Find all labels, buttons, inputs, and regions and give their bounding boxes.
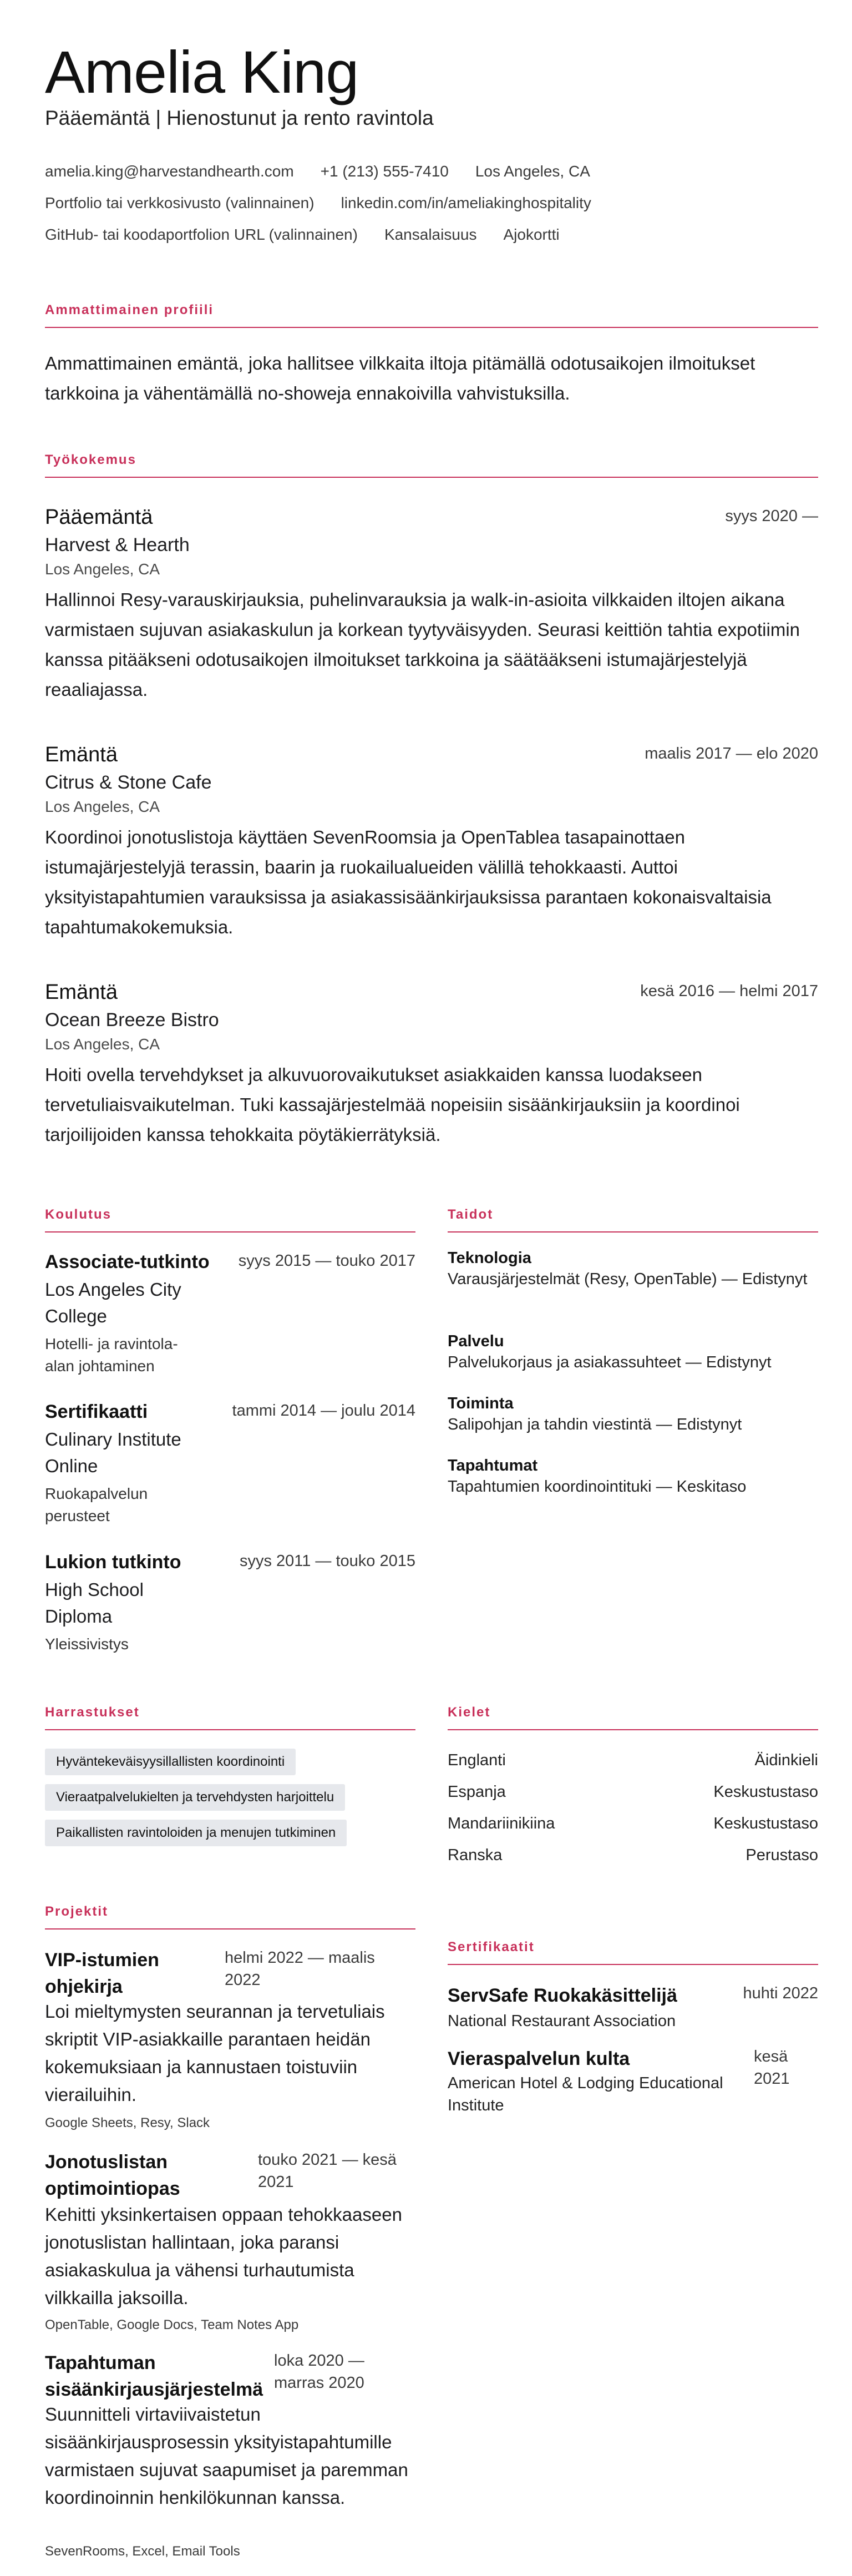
project-dates: loka 2020 — marras 2020 [274, 2352, 364, 2392]
drivers-license: Ajokortti [503, 226, 560, 243]
candidate-name: Amelia King [45, 38, 359, 105]
job-description: Hoiti ovella tervehdykset ja alkuvuorovaikutukset asiakkaiden kanssa luodakseen tervetuliaisvaikutelman. Tuki kassajärjestelmää nopeisiin sisäänkirjauksiin ja koordinoi tarjoilijoiden kanssa tehokkaita pöytäkierrätyksiä. [45, 1064, 740, 1145]
language-level: Äidinkieli [754, 1751, 818, 1769]
phone-number[interactable]: +1 (213) 555-7410 [320, 163, 449, 180]
job-dates: syys 2020 — [725, 507, 818, 525]
certification-date: huhti 2022 [743, 1984, 818, 2002]
certification-title: ServSafe Ruokakäsittelijä [448, 1985, 677, 2006]
language-name: Espanja [448, 1783, 506, 1801]
education-school: Los Angeles City College [45, 1279, 181, 1326]
job-description: Hallinnoi Resy-varauskirjauksia, puhelinvarauksia ja walk-in-asioita vilkkaiden iltojen aikana varmistaen sujuvan asiakaskulun ja korkean tyytyväisyyden. Seurasi keittiön tahtia expotiimin kanssa pitääkseni odotusaikojen ilmoitukset tarkkoina ja säätääkseni istumajärjestelyjä reaaliajassa. [45, 589, 800, 700]
language-row [448, 1812, 818, 1835]
skill-items: Salipohjan ja tahdin viestintä — Edistynyt [448, 1416, 742, 1433]
skill-items: Palvelukorjaus ja asiakassuhteet — Edistynyt [448, 1353, 772, 1371]
education-field: Yleissivistys [45, 1635, 129, 1653]
skill-category: Teknologia [448, 1249, 531, 1267]
job-title: Pääemäntä [45, 506, 153, 529]
section-divider [448, 1964, 818, 1965]
job-dates: maalis 2017 — elo 2020 [645, 745, 818, 762]
citizenship: Kansalaisuus [384, 226, 477, 243]
email-link[interactable]: amelia.king@harvestandhearth.com [45, 163, 294, 180]
education-dates: tammi 2014 — joulu 2014 [232, 1402, 415, 1420]
skill-items: Varausjärjestelmät (Resy, OpenTable) — Edistynyt [448, 1270, 808, 1288]
project-description: Suunnitteli virtaviivaistetun sisäänkirjausprosessin yksityistapahtumille varmistaen sujuvat saapumiset ja paremman koordinoinnin henkilökunnan kanssa. [45, 2404, 408, 2508]
linkedin-link[interactable]: linkedin.com/in/ameliakinghospitality [341, 194, 591, 211]
language-name: Englanti [448, 1751, 506, 1769]
certification-issuer: American Hotel & Lodging Educational Institute [448, 2074, 723, 2114]
profile-summary: Ammattimainen emäntä, joka hallitsee vilkkaita iltoja pitämällä odotusaikojen ilmoitukset tarkkoina ja vähentämällä no-showeja ennakoivilla vahvistuksilla. [45, 353, 755, 403]
project-description: Loi mieltymysten seurannan ja tervetuliais skriptit VIP-asiakkaille parantaen heidän kokemuksiaan ja kannustaen toistuviin vierailuihin. [45, 2001, 385, 2105]
language-row [448, 1781, 818, 1803]
language-level: Perustaso [746, 1846, 818, 1864]
job-title: Emäntä [45, 743, 118, 766]
skill-category: Toiminta [448, 1395, 514, 1412]
hobby-tag: Vieraatpalvelukielten ja tervehdysten harjoittelu [45, 1784, 345, 1811]
location: Los Angeles, CA [475, 163, 590, 180]
skill-group [448, 1331, 818, 1373]
job-location: Los Angeles, CA [45, 798, 160, 815]
skill-category: Tapahtumat [448, 1457, 538, 1474]
project-tech: Google Sheets, Resy, Slack [45, 2115, 210, 2130]
job-dates: kesä 2016 — helmi 2017 [640, 982, 818, 1000]
language-row [448, 1749, 818, 1771]
certification-date: kesä 2021 [754, 2048, 790, 2088]
education-degree: Associate-tutkinto [45, 1251, 210, 1272]
hobby-tag: Paikallisten ravintoloiden ja menujen tutkiminen [45, 1820, 347, 1846]
section-title-experience: Työkokemus [45, 452, 136, 467]
skill-category: Palvelu [448, 1332, 504, 1350]
section-divider [45, 1928, 415, 1930]
project-tech: OpenTable, Google Docs, Team Notes App [45, 2317, 299, 2332]
certification-title: Vieraspalvelun kulta [448, 2048, 630, 2069]
section-title-hobbies: Harrastukset [45, 1705, 140, 1720]
contact-row-3 [45, 225, 560, 245]
project-title: Tapahtuman sisäänkirjausjärjestelmä [45, 2352, 263, 2400]
skill-group [448, 1455, 818, 1497]
skill-items: Tapahtumien koordinointituki — Keskitaso [448, 1478, 747, 1496]
project-tech: SevenRooms, Excel, Email Tools [45, 2544, 240, 2559]
portfolio-link[interactable]: Portfolio tai verkkosivusto (valinnainen) [45, 194, 315, 211]
education-dates: syys 2011 — touko 2015 [239, 1552, 415, 1570]
section-divider [45, 1729, 415, 1730]
job-location: Los Angeles, CA [45, 1036, 160, 1053]
section-divider [448, 1729, 818, 1730]
section-title-languages: Kielet [448, 1705, 491, 1720]
education-degree: Lukion tutkinto [45, 1552, 181, 1573]
skill-group [448, 1393, 818, 1435]
education-dates: syys 2015 — touko 2017 [238, 1252, 415, 1270]
skill-group [448, 1247, 818, 1290]
education-field: Ruokapalvelun perusteet [45, 1485, 148, 1524]
project-description: Kehitti yksinkertaisen oppaan tehokkaaseen jonotuslistan hallintaan, joka paransi asiakaskulua ja vähensi turhautumista vilkkailla jaksoilla. [45, 2204, 402, 2308]
section-title-projects: Projektit [45, 1904, 109, 1919]
job-company: Citrus & Stone Cafe [45, 772, 212, 793]
section-divider [45, 477, 818, 478]
contact-row-2 [45, 193, 591, 213]
education-school: Culinary Institute Online [45, 1429, 181, 1476]
candidate-tagline: Pääemäntä | Hienostunut ja rento ravintola [45, 107, 434, 129]
section-title-education: Koulutus [45, 1207, 111, 1222]
job-description: Koordinoi jonotuslistoja käyttäen SevenRoomsia ja OpenTablea tasapainottaen istumajärjestelyjä terassin, baarin ja ruokailualueiden välillä tehokkaasti. Auttoi yksityistapahtumien varauksissa ja asiakassisäänkirjauksissa parantaen kokonaisvaltaisia tapahtumakokemuksia. [45, 827, 772, 937]
project-dates: helmi 2022 — maalis 2022 [225, 1949, 375, 1989]
section-divider [45, 1231, 415, 1233]
section-divider [45, 327, 818, 328]
education-field: Hotelli- ja ravintola-alan johtaminen [45, 1335, 178, 1375]
section-divider [448, 1231, 818, 1233]
language-level: Keskustustaso [713, 1815, 818, 1832]
job-company: Harvest & Hearth [45, 534, 190, 555]
section-title-certifications: Sertifikaatit [448, 1939, 535, 1954]
language-name: Mandariinikiina [448, 1815, 555, 1832]
language-row [448, 1844, 818, 1866]
job-company: Ocean Breeze Bistro [45, 1009, 219, 1031]
job-location: Los Angeles, CA [45, 560, 160, 578]
contact-row-1 [45, 161, 590, 181]
github-link[interactable]: GitHub- tai koodaportfolion URL (valinnainen) [45, 226, 358, 243]
language-name: Ranska [448, 1846, 503, 1864]
section-title-skills: Taidot [448, 1207, 494, 1222]
project-title: Jonotuslistan optimointiopas [45, 2151, 180, 2199]
section-title-profile: Ammattimainen profiili [45, 302, 214, 317]
project-title: VIP-istumien ohjekirja [45, 1949, 159, 1997]
education-school: High School Diploma [45, 1579, 144, 1627]
project-dates: touko 2021 — kesä 2021 [258, 2151, 397, 2191]
job-title: Emäntä [45, 981, 118, 1004]
education-degree: Sertifikaatti [45, 1401, 148, 1422]
language-level: Keskustustaso [713, 1783, 818, 1801]
certification-issuer: National Restaurant Association [448, 2012, 676, 2030]
hobby-tag: Hyväntekeväisyysillallisten koordinointi [45, 1749, 296, 1775]
